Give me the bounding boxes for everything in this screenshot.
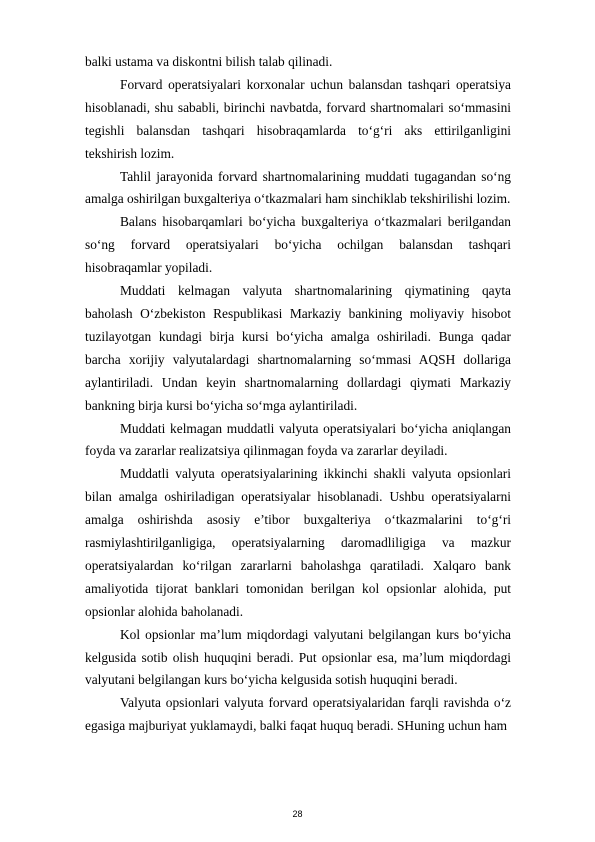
paragraph-8: Kol opsionlar ma’lum miqdordagi valyutani belgilangan kurs bo‘yicha kelgusida sotib olish huquqini beradi. Put opsionlar esa, ma’lum miqdordagi valyutani belgilangan kurs bo‘yicha kelgusida sotish huquqini beradi. [85,626,511,688]
paragraph-6: Muddati kelmagan muddatli valyuta operatsiyalari bo‘yicha aniqlangan foyda va zararlar realizatsiya qilinmagan foyda va zararlar deyiladi. [85,420,511,459]
paragraph-3: Tahlil jarayonida forvard shartnomalarining muddati tugagandan so‘ng amalga oshirilgan buxgalteriya o‘tkazmalari ham sinchiklab tekshirilishi lozim. [85,168,511,207]
paragraph-4: Balans hisobarqamlari bo‘yicha buxgalteriya o‘tkazmalari berilgandan so‘ng forvard operatsiyalari bo‘yicha ochilgan balansdan tashqari hisobraqamlar yopiladi. [85,214,511,276]
paragraph-5: Muddati kelmagan valyuta shartnomalarining qiymatining qayta baholash O‘zbekiston Respublikasi Markaziy bankining moliyaviy hisobot tuzilayotgan kundagi birja kursi bo‘yicha amalga oshiriladi. Bunga qadar barcha xorijiy valyutalardagi shartnomalarning so‘mmasi AQSH dollariga aylantiriladi. Undan keyin shartnomalarning dollardagi qiymati Markaziy bankning birja kursi bo‘yicha so‘mga aylantiriladi. [85,283,511,413]
body-text [85,51,511,738]
paragraph-9: Valyuta opsionlari valyuta forvard operatsiyalaridan farqli ravishda o‘z egasiga majburiyat yuklamaydi, balki faqat huquq beradi. SHuning uchun ham [85,695,511,734]
page-number: 28 [292,809,303,819]
paragraph-7: Muddatli valyuta operatsiyalarining ikkinchi shakli valyuta opsionlari bilan amalga oshiriladigan operatsiyalar hisoblanadi. Ushbu operatsiyalarni amalga oshirishda asosiy e’tibor buxgalteriya o‘tkazmalarini to‘g‘ri rasmiylashtirilganligiga, operatsiyalarning daromadliligiga va mazkur operatsiyalardan ko‘rilgan zararlarni baholashga qaratiladi. Xalqaro bank amaliyotida tijorat banklari tomonidan berilgan kol opsionlar alohida, put opsionlar alohida baholanadi. [85,466,511,619]
paragraph-1: balki ustama va diskontni bilish talab qilinadi. [85,54,333,69]
paragraph-2: Forvard operatsiyalari korxonalar uchun balansdan tashqari operatsiya hisoblanadi, shu sababli, birinchi navbatda, forvard shartnomalari so‘mmasini tegishli balansdan tashqari hisobraqamlarda to‘g‘ri aks ettirilganligini tekshirish lozim. [85,76,511,161]
